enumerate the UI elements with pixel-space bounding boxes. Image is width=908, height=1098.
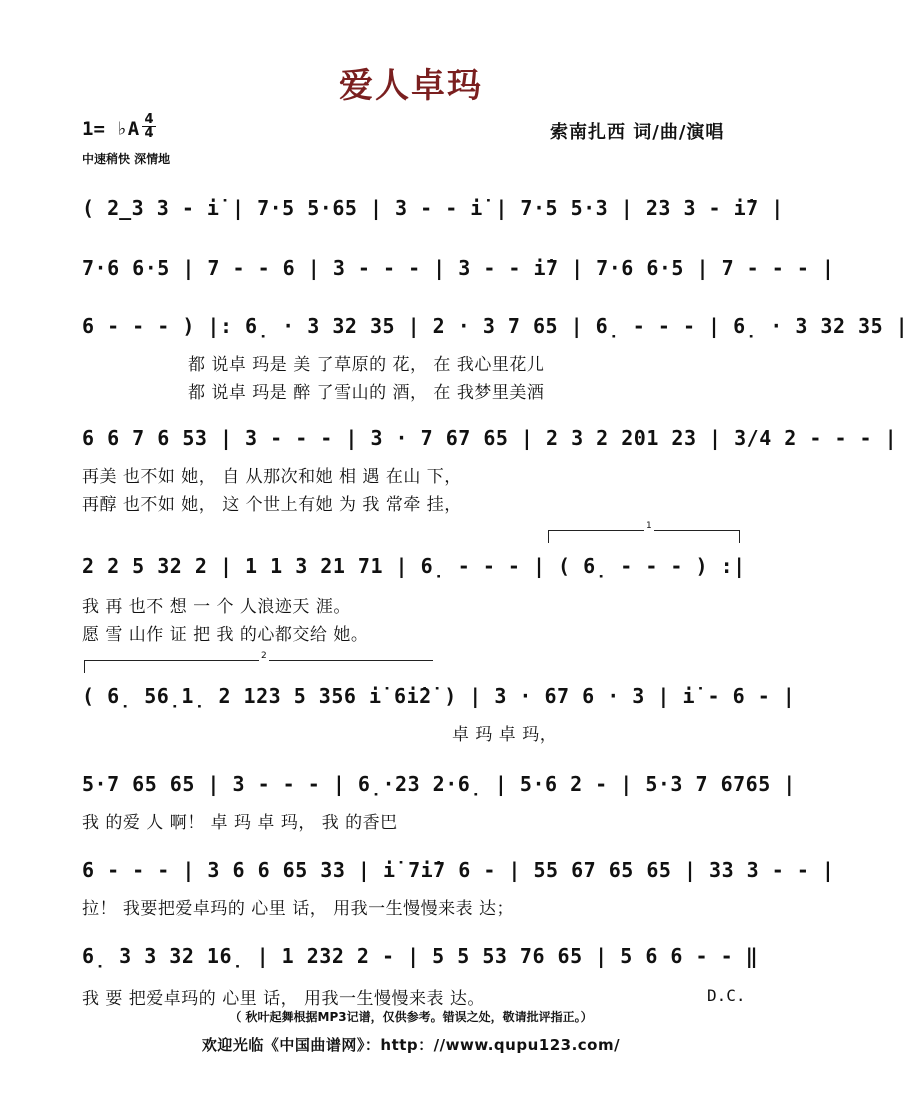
lyric-line-3b: 都 说卓 玛是 醉 了雪山的 酒， 在 我梦里美酒 bbox=[188, 383, 545, 403]
volta-bracket-1 bbox=[548, 521, 740, 543]
notation-line-8: 6 - - - | 3 6 6 65 33 | i̇ 7i̇7 6 - | 55 67 65 65 | 33 3 - - | bbox=[82, 858, 835, 882]
notation-line-2: 7·6 6·5 | 7 - - 6 | 3 - - - | 3 - - i̇7 | 7·6 6·5 | 7 - - - | bbox=[82, 256, 835, 280]
notation-line-7: 5·7 65 65 | 3 - - - | 6̣·23 2·6̣ | 5·6 2 - | 5·3 7 6765 | bbox=[82, 772, 796, 796]
notation-line-6: ( 6̣ 56̣1̣ 2 123 5 356 i̇ 6i̇2̇ ) | 3 · 67 6 · 3 | i̇ - 6 - | bbox=[82, 684, 796, 708]
tempo-marking: 中速稍快 深情地 bbox=[82, 152, 171, 166]
lyric-line-9: 我 要 把爱卓玛的 心里 话， 用我一生慢慢来表 达。 bbox=[82, 989, 485, 1009]
lyric-line-6: 卓 玛 卓 玛， bbox=[452, 725, 558, 745]
song-title: 爱人卓玛 bbox=[339, 66, 483, 106]
time-signature bbox=[142, 113, 156, 140]
volta-2-number: 2 bbox=[261, 651, 267, 661]
key-signature: 1= ♭A bbox=[82, 118, 140, 140]
time-signature-bottom: 4 bbox=[144, 126, 154, 141]
da-capo-marking: D.C. bbox=[707, 986, 746, 1005]
transcriber-note: （ 秋叶起舞根据MP3记谱，仅供参考。错误之处，敬请批评指正。） bbox=[229, 1010, 593, 1024]
lyric-line-4b: 再醇 也不如 她， 这 个世上有她 为 我 常牵 挂， bbox=[82, 495, 462, 515]
lyric-line-5a: 我 再 也不 想 一 个 人浪迹天 涯。 bbox=[82, 597, 351, 617]
lyric-line-3a: 都 说卓 玛是 美 了草原的 花， 在 我心里花儿 bbox=[188, 355, 545, 375]
notation-line-5: 2 2 5 32 2 | 1 1 3 21 71 | 6̣ - - - | ( 6̣ - - - ) :| bbox=[82, 554, 746, 578]
volta-1-number: 1 bbox=[646, 521, 652, 531]
notation-line-4: 6 6 7 6 53 | 3 - - - | 3 · 7 67 65 | 2 3 2 201 23 | 3/4 2 - - - | bbox=[82, 426, 898, 450]
notation-line-3: 6 - - - ) |: 6̣ · 3 32 35 | 2 · 3 7 65 | 6̣ - - - | 6̣ · 3 32 35 | bbox=[82, 314, 908, 338]
composer-credit: 索南扎西 词/曲/演唱 bbox=[550, 122, 725, 143]
lyric-line-5b: 愿 雪 山作 证 把 我 的心都交给 她。 bbox=[82, 625, 369, 645]
volta-bracket-2 bbox=[84, 651, 433, 673]
lyric-line-4a: 再美 也不如 她， 自 从那次和她 相 遇 在山 下， bbox=[82, 467, 462, 487]
lyric-line-8: 拉！ 我要把爱卓玛的 心里 话， 用我一生慢慢来表 达； bbox=[82, 899, 515, 919]
site-footer: 欢迎光临《中国曲谱网》：http：//www.qupu123.com/ bbox=[201, 1036, 621, 1054]
notation-line-1: ( 2̲3 3 - i̇ | 7·5 5·65 | 3 - - i̇ | 7·5 5·3 | 23 3 - i̇7 | bbox=[82, 196, 784, 220]
lyric-line-7: 我 的爱 人 啊！ 卓 玛 卓 玛， 我 的香巴 bbox=[82, 813, 398, 833]
time-signature-top: 4 bbox=[144, 112, 154, 127]
notation-line-9: 6̣ 3 3 32 16̣ | 1 232 2 - | 5 5 53 76 65 | 5 6 6 - - ‖ bbox=[82, 944, 759, 968]
